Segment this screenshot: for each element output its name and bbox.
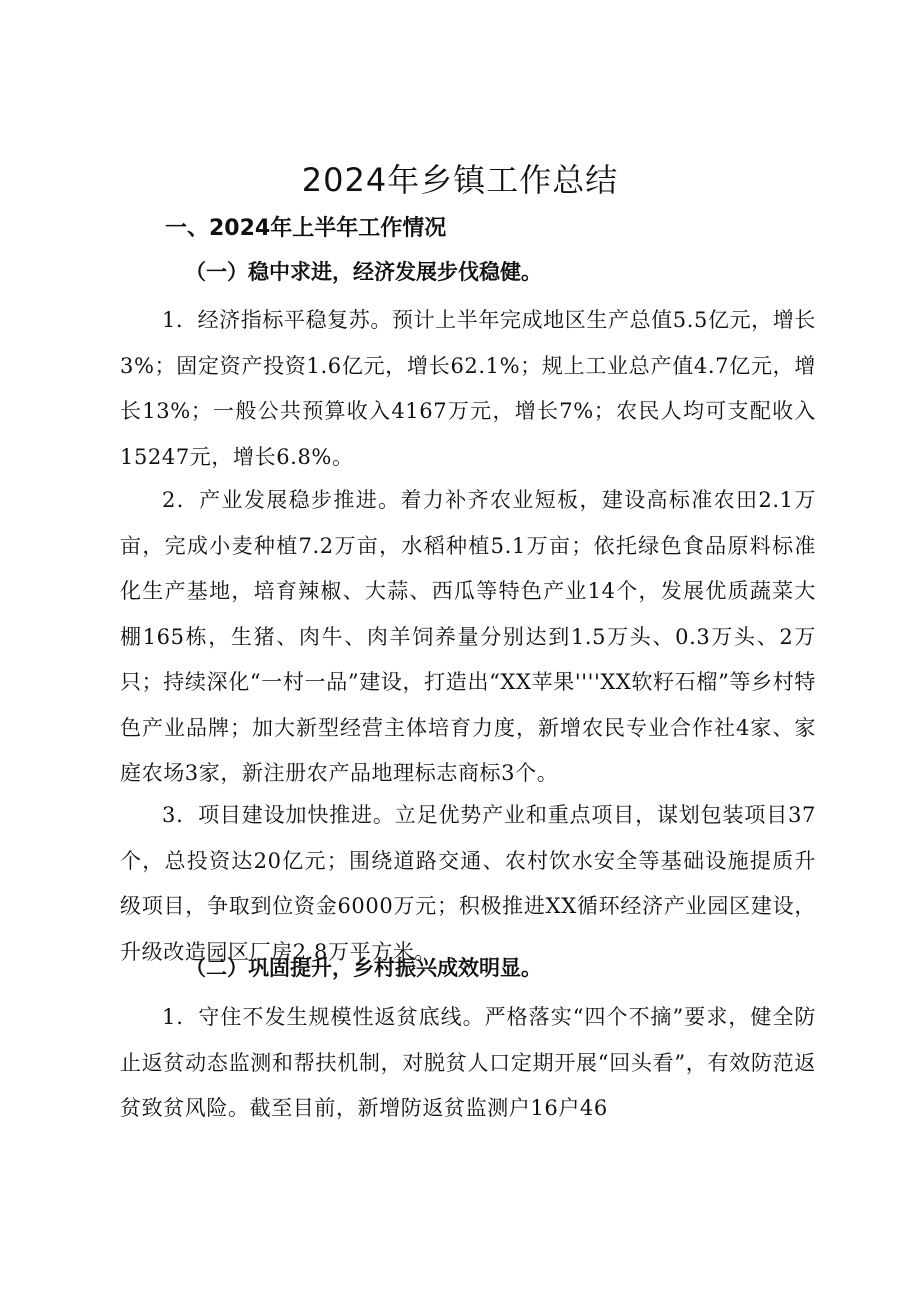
document-title: 2024年乡镇工作总结 [301, 161, 619, 199]
paragraph-project-construction: 3．项目建设加快推进。立足优势产业和重点项目，谋划包装项目37个，总投资达20亿元；围绕道路交通、农村饮水安全等基础设施提质升级项目，争取到位资金6000万元；积极推进XX循环经济产业园区建设，升级改造园区厂房2.8万平方米。 [120, 803, 816, 964]
paragraph-poverty-prevention: 1．守住不发生规模性返贫底线。严格落实“四个不摘”要求，健全防止返贫动态监测和帮扶机制，对脱贫人口定期开展“回头看”，有效防范返贫致贫风险。截至目前，新增防返贫监测户16户46 [120, 1005, 816, 1120]
subsection-heading-1: （一）稳中求进，经济发展步伐稳健。 [185, 259, 542, 284]
subsection-heading-2: （二）巩固提升，乡村振兴成效明显。 [185, 955, 542, 980]
paragraph-industry-development: 2．产业发展稳步推进。着力补齐农业短板，建设高标准农田2.1万亩，完成小麦种植7.2万亩，水稻种植5.1万亩；依托绿色食品原料标准化生产基地，培育辣椒、大蒜、西瓜等特色产业14个，发展优质蔬菜大棚165栋，生猪、肉牛、肉羊饲养量分别达到1.5万头、0.3万头、2万只；持续深化“一村一品”建设，打造出“XX苹果''''XX软籽石榴”等乡村特色产业品牌；加大新型经营主体培育力度，新增农民专业合作社4家、家庭农场3家，新注册农产品地理标志商标3个。 [120, 488, 816, 785]
section-heading-1: 一、2024年上半年工作情况 [165, 216, 447, 241]
paragraph-economic-indicators: 1．经济指标平稳复苏。预计上半年完成地区生产总值5.5亿元，增长3%；固定资产投资1.6亿元，增长62.1%；规上工业总产值4.7亿元，增长13%；一般公共预算收入4167万元，增长7%；农民人均可支配收入15247元，增长6.8%。 [120, 308, 816, 469]
